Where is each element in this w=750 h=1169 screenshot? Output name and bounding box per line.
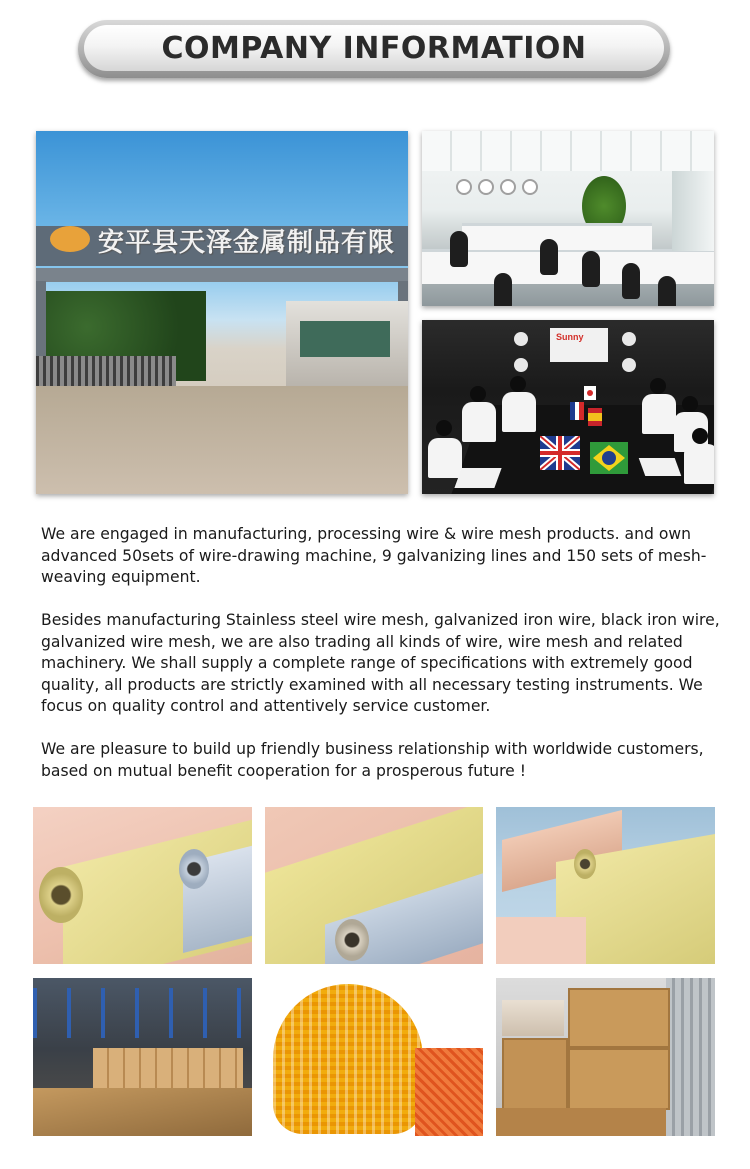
office-photo — [422, 131, 714, 306]
participant-head — [692, 428, 708, 444]
korea-flag — [584, 386, 596, 400]
product-photo-warehouse — [33, 978, 252, 1136]
brazil-flag — [590, 442, 628, 474]
container-wall — [666, 978, 715, 1136]
participant-head — [682, 396, 698, 412]
gate-logo — [50, 226, 90, 252]
wrapped-rolls — [502, 1000, 564, 1036]
office-worker — [658, 276, 676, 306]
header-banner-inner — [84, 25, 664, 71]
wooden-crate — [568, 988, 670, 1048]
meeting-participant — [428, 438, 462, 478]
wall-clock — [478, 179, 494, 195]
uk-flag — [540, 436, 580, 470]
office-worker — [582, 251, 600, 287]
ceiling — [422, 131, 714, 171]
steel-roll-end — [335, 919, 369, 961]
wall-light — [514, 332, 528, 346]
meeting-participant — [462, 402, 496, 442]
office-worker — [494, 273, 512, 306]
product-photo-yellow-mesh — [265, 978, 483, 1136]
wall-light — [514, 358, 528, 372]
gate-fence — [36, 356, 176, 386]
product-photo-brass-steel-rolls — [33, 807, 252, 964]
gatehouse-window — [300, 321, 390, 357]
product-photo-copper-brass-sheets — [265, 807, 483, 964]
office-worker — [622, 263, 640, 299]
office-window — [672, 171, 714, 251]
participant-head — [436, 420, 452, 436]
pallet — [496, 1108, 666, 1136]
copper-mesh-sheet — [496, 917, 586, 964]
header-banner — [78, 20, 670, 78]
yellow-mesh-overlay — [273, 984, 423, 1134]
wall-clock — [522, 179, 538, 195]
intro-paragraph: Besides manufacturing Stainless steel wire mesh, galvanized iron wire, black iron wire, galvanized wire mesh, we are also trading all kinds of wire, wire mesh and related machinery. We shall supply a complete range of specifications with extremely good quality, all products are strictly examined with all necessary testing instruments. We focus on quality control and attentively service customer. — [41, 611, 720, 715]
office-worker — [540, 239, 558, 275]
gate-lower-beam — [36, 268, 408, 282]
wall-clock — [500, 179, 516, 195]
participant-head — [470, 386, 486, 402]
meeting-participant — [502, 392, 536, 432]
product-photo-packing-crates — [496, 978, 715, 1136]
factory-gate-photo — [36, 131, 408, 494]
road — [36, 386, 408, 494]
documents — [454, 468, 501, 488]
page-title: COMPANY INFORMATION — [161, 30, 587, 66]
wooden-crate — [568, 1048, 670, 1110]
wooden-crate — [502, 1038, 568, 1112]
wall-light — [622, 358, 636, 372]
meeting-participant — [642, 394, 676, 434]
gate-sign-text: 安平县天泽金属制品有限 — [98, 228, 396, 258]
intro-paragraph: We are pleasure to build up friendly business relationship with worldwide customers, based on mutual benefit cooperation for a prosperous future ! — [41, 740, 704, 780]
presentation-screen — [550, 328, 608, 362]
floor-rolls — [33, 1088, 252, 1136]
brass-roll-end — [574, 849, 596, 879]
company-intro — [41, 524, 731, 804]
documents — [639, 458, 682, 476]
office-worker — [450, 231, 468, 267]
france-flag — [570, 402, 584, 420]
brass-roll-end — [39, 867, 83, 923]
participant-head — [650, 378, 666, 394]
orange-mesh-roll — [415, 1048, 483, 1136]
product-photo-copper-brass-rolls — [496, 807, 715, 964]
participant-head — [510, 376, 526, 392]
intro-paragraph: We are engaged in manufacturing, processing wire & wire mesh products. and own advanced 50sets of wire-drawing machine, 9 galvanizing lines and 150 sets of mesh-weaving equipment. — [41, 525, 707, 586]
wall-light — [622, 332, 636, 346]
steel-roll-end — [179, 849, 209, 889]
warehouse-rack — [33, 988, 252, 1038]
wall-clock — [456, 179, 472, 195]
meeting-photo — [422, 320, 714, 494]
spain-flag — [588, 408, 602, 426]
screen-logo: Sunny — [556, 332, 584, 342]
meeting-participant — [684, 444, 714, 484]
